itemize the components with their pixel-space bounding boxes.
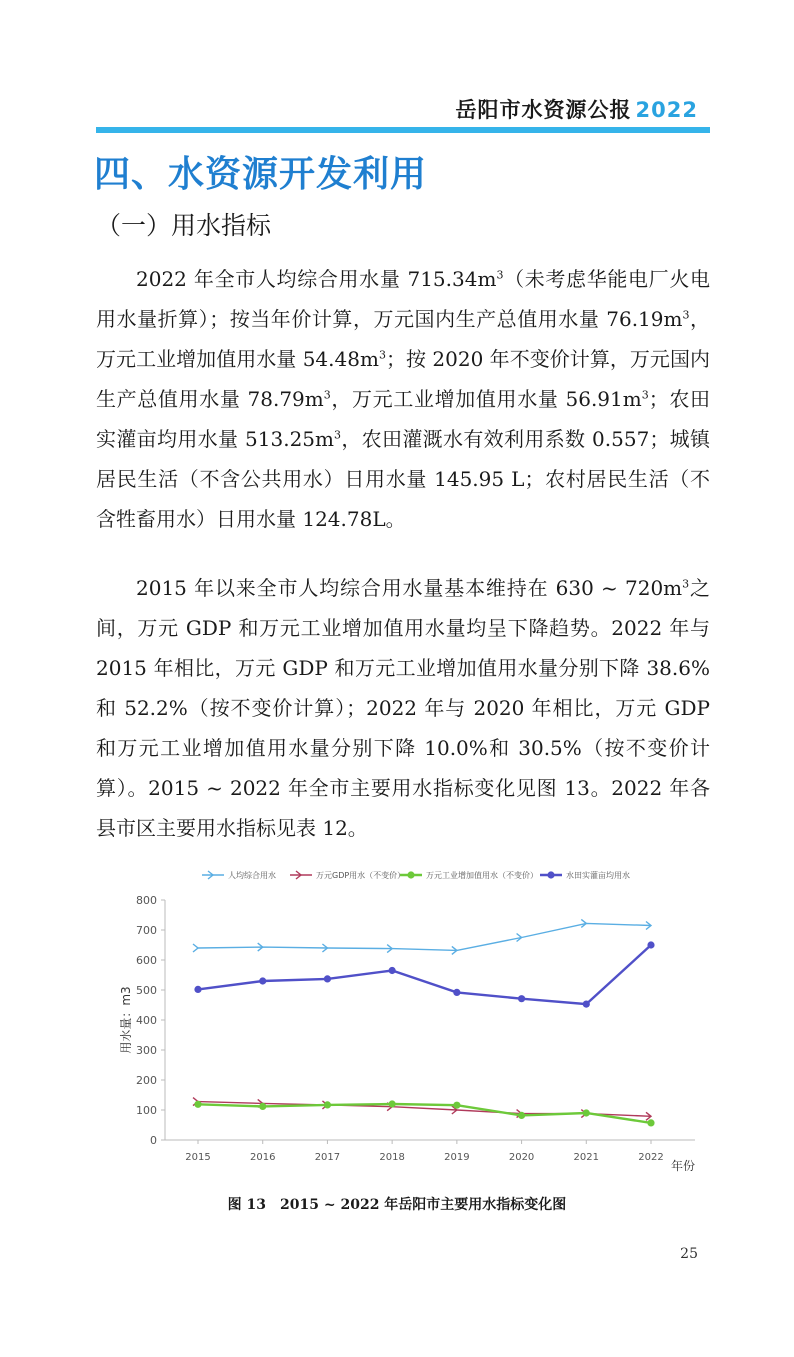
paragraph-trend-summary: 2015 年以来全市人均综合用水量基本维持在 630 ~ $720m^3$之间，万元 GDP 和万元工业增加值用水量均呈下降趋势。2022 年与 2015 年相比，万元 GDP 和万元工业增加值用水量分别下降 38.6%和 52.2%（按不变价计算）；2022 年与 2020 年相比，万元 GDP 和万元工业增加值用水量分别下降 10.0%和 30.5%（按不变价计算）。2015 ~ 2022 年全市主要用水指标变化见图 13。2022 年各县市区主要用水指标见表 12。 (96, 576, 711, 840)
legend-label: 万元工业增加值用水（不变价） (426, 871, 538, 880)
data-point-s2-7 (647, 1119, 654, 1126)
legend-label: 人均综合用水 (228, 871, 276, 880)
data-point-s3-5 (518, 995, 525, 1002)
x-tick-label: 2015 (185, 1152, 211, 1163)
legend-label: 万元GDP用水（不变价） (316, 871, 406, 880)
y-tick-label: 600 (136, 954, 157, 967)
header-rule (96, 127, 710, 133)
y-tick-label: 0 (150, 1134, 157, 1147)
x-tick-label: 2021 (573, 1152, 600, 1163)
x-tick-label: 2022 (638, 1152, 664, 1163)
data-point-s2-1 (259, 1103, 266, 1110)
chart-svg (110, 855, 710, 1185)
y-tick-label: 200 (136, 1074, 157, 1087)
data-point-s2-5 (518, 1112, 525, 1119)
report-year: 2022 (635, 98, 698, 122)
x-tick-label: 2016 (249, 1152, 276, 1163)
legend-marker (547, 871, 554, 878)
legend-marker (407, 871, 414, 878)
chapter-title: 四、水资源开发利用 (94, 154, 428, 195)
figure-caption: 图 13 2015 ~ 2022 年岳阳市主要用水指标变化图 (227, 1197, 567, 1213)
data-point-s2-2 (324, 1101, 331, 1108)
x-tick-label: 2020 (508, 1152, 535, 1163)
data-point-s3-2 (324, 975, 331, 982)
section-title: （一）用水指标 (96, 211, 272, 240)
report-title: 岳阳市水资源公报 (455, 98, 632, 122)
data-point-s3-6 (583, 1001, 590, 1008)
page-number: 25 (680, 1246, 698, 1262)
data-point-s2-4 (453, 1102, 460, 1109)
x-tick-label: 2017 (314, 1152, 341, 1163)
data-point-s0-0 (193, 944, 198, 952)
y-axis-label: 用水量：m3 (119, 986, 133, 1054)
data-point-s2-3 (389, 1100, 396, 1107)
data-point-s3-1 (259, 977, 266, 984)
x-tick-label: 2018 (379, 1152, 405, 1163)
series-line-0 (198, 923, 651, 950)
y-tick-label: 500 (136, 984, 157, 997)
data-point-s2-0 (194, 1101, 201, 1108)
report-header (456, 94, 698, 124)
data-point-s3-0 (194, 986, 201, 993)
y-tick-label: 400 (136, 1014, 157, 1027)
legend-label: 水田实灌亩均用水 (566, 871, 630, 880)
y-tick-label: 800 (136, 894, 157, 907)
y-tick-label: 300 (136, 1044, 157, 1057)
data-point-s3-7 (647, 941, 654, 948)
series-line-3 (198, 945, 651, 1004)
data-point-s3-3 (389, 967, 396, 974)
paragraph-water-indicators: 2022 年全市人均综合用水量 $715.34m^3$（未考虑华能电厂火电用水量折算）；按当年价计算，万元国内生产总值用水量 $76.19m^3$，万元工业增加值用水量 $54.48m^3$；按 2020 年不变价计算，万元国内生产总值用水量 $78.79m^3$，万元工业增加值用水量 $56.91m^3$；农田实灌亩均用水量 $513.25m^3$，农田灌溉水有效利用系数 0.557；城镇居民生活（不含公共用水）日用水量 145.95 L；农村居民生活（不含牲畜用水）日用水量 124.78L。 (96, 267, 711, 531)
water-use-chart (110, 855, 710, 1185)
y-tick-label: 700 (136, 924, 157, 937)
y-tick-label: 100 (136, 1104, 157, 1117)
x-axis-label: 年份 (670, 1159, 696, 1173)
data-point-s3-4 (453, 989, 460, 996)
data-point-s2-6 (583, 1109, 590, 1116)
x-tick-label: 2019 (444, 1152, 470, 1163)
